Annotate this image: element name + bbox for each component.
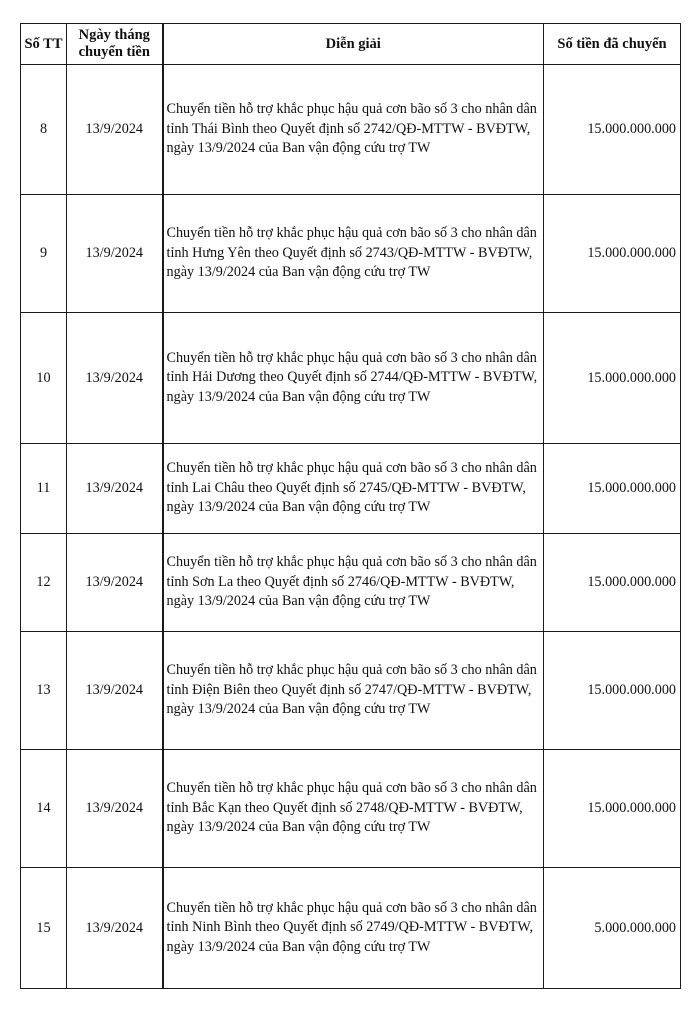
row-date: 13/9/2024 xyxy=(67,65,163,195)
row-stt: 15 xyxy=(21,868,67,989)
table-row xyxy=(21,195,681,313)
table-row xyxy=(21,534,681,632)
transfer-table xyxy=(20,23,681,989)
row-description: Chuyển tiền hỗ trợ khắc phục hậu quả cơn bão số 3 cho nhân dân tỉnh Ninh Bình theo Quyết định số 2749/QĐ-MTTW - BVĐTW, ngày 13/9/2024 của Ban vận động cứu trợ TW xyxy=(163,868,544,989)
row-stt: 10 xyxy=(21,313,67,444)
row-amount: 5.000.000.000 xyxy=(544,868,681,989)
table-row xyxy=(21,632,681,750)
row-date: 13/9/2024 xyxy=(67,534,163,632)
header-stt: Số TT xyxy=(21,24,67,65)
row-description: Chuyển tiền hỗ trợ khắc phục hậu quả cơn bão số 3 cho nhân dân tỉnh Hưng Yên theo Quyết định số 2743/QĐ-MTTW - BVĐTW, ngày 13/9/2024 của Ban vận động cứu trợ TW xyxy=(163,195,544,313)
row-description: Chuyển tiền hỗ trợ khắc phục hậu quả cơn bão số 3 cho nhân dân tỉnh Bắc Kạn theo Quyết định số 2748/QĐ-MTTW - BVĐTW, ngày 13/9/2024 của Ban vận động cứu trợ TW xyxy=(163,750,544,868)
row-stt: 13 xyxy=(21,632,67,750)
header-amount: Số tiền đã chuyển xyxy=(544,24,681,65)
table-header-row xyxy=(21,24,681,65)
row-description: Chuyển tiền hỗ trợ khắc phục hậu quả cơn bão số 3 cho nhân dân tỉnh Hải Dương theo Quyết định số 2744/QĐ-MTTW - BVĐTW, ngày 13/9/2024 của Ban vận động cứu trợ TW xyxy=(163,313,544,444)
row-description: Chuyển tiền hỗ trợ khắc phục hậu quả cơn bão số 3 cho nhân dân tỉnh Lai Châu theo Quyết định số 2745/QĐ-MTTW - BVĐTW, ngày 13/9/2024 của Ban vận động cứu trợ TW xyxy=(163,444,544,534)
table-row xyxy=(21,444,681,534)
row-stt: 14 xyxy=(21,750,67,868)
row-date: 13/9/2024 xyxy=(67,195,163,313)
table-row xyxy=(21,868,681,989)
row-date: 13/9/2024 xyxy=(67,632,163,750)
row-date: 13/9/2024 xyxy=(67,444,163,534)
row-description: Chuyển tiền hỗ trợ khắc phục hậu quả cơn bão số 3 cho nhân dân tỉnh Thái Bình theo Quyết định số 2742/QĐ-MTTW - BVĐTW, ngày 13/9/2024 của Ban vận động cứu trợ TW xyxy=(163,65,544,195)
row-amount: 15.000.000.000 xyxy=(544,632,681,750)
row-stt: 9 xyxy=(21,195,67,313)
row-stt: 12 xyxy=(21,534,67,632)
row-description: Chuyển tiền hỗ trợ khắc phục hậu quả cơn bão số 3 cho nhân dân tỉnh Điện Biên theo Quyết định số 2747/QĐ-MTTW - BVĐTW, ngày 13/9/2024 của Ban vận động cứu trợ TW xyxy=(163,632,544,750)
header-date: Ngày tháng chuyển tiền xyxy=(67,24,163,65)
row-amount: 15.000.000.000 xyxy=(544,313,681,444)
row-stt: 8 xyxy=(21,65,67,195)
row-stt: 11 xyxy=(21,444,67,534)
row-amount: 15.000.000.000 xyxy=(544,65,681,195)
row-amount: 15.000.000.000 xyxy=(544,534,681,632)
row-date: 13/9/2024 xyxy=(67,868,163,989)
table-row xyxy=(21,750,681,868)
row-amount: 15.000.000.000 xyxy=(544,444,681,534)
row-date: 13/9/2024 xyxy=(67,313,163,444)
table-row xyxy=(21,313,681,444)
table-row xyxy=(21,65,681,195)
row-amount: 15.000.000.000 xyxy=(544,750,681,868)
row-date: 13/9/2024 xyxy=(67,750,163,868)
header-description: Diễn giải xyxy=(163,24,544,65)
row-amount: 15.000.000.000 xyxy=(544,195,681,313)
row-description: Chuyển tiền hỗ trợ khắc phục hậu quả cơn bão số 3 cho nhân dân tỉnh Sơn La theo Quyết định số 2746/QĐ-MTTW - BVĐTW, ngày 13/9/2024 của Ban vận động cứu trợ TW xyxy=(163,534,544,632)
